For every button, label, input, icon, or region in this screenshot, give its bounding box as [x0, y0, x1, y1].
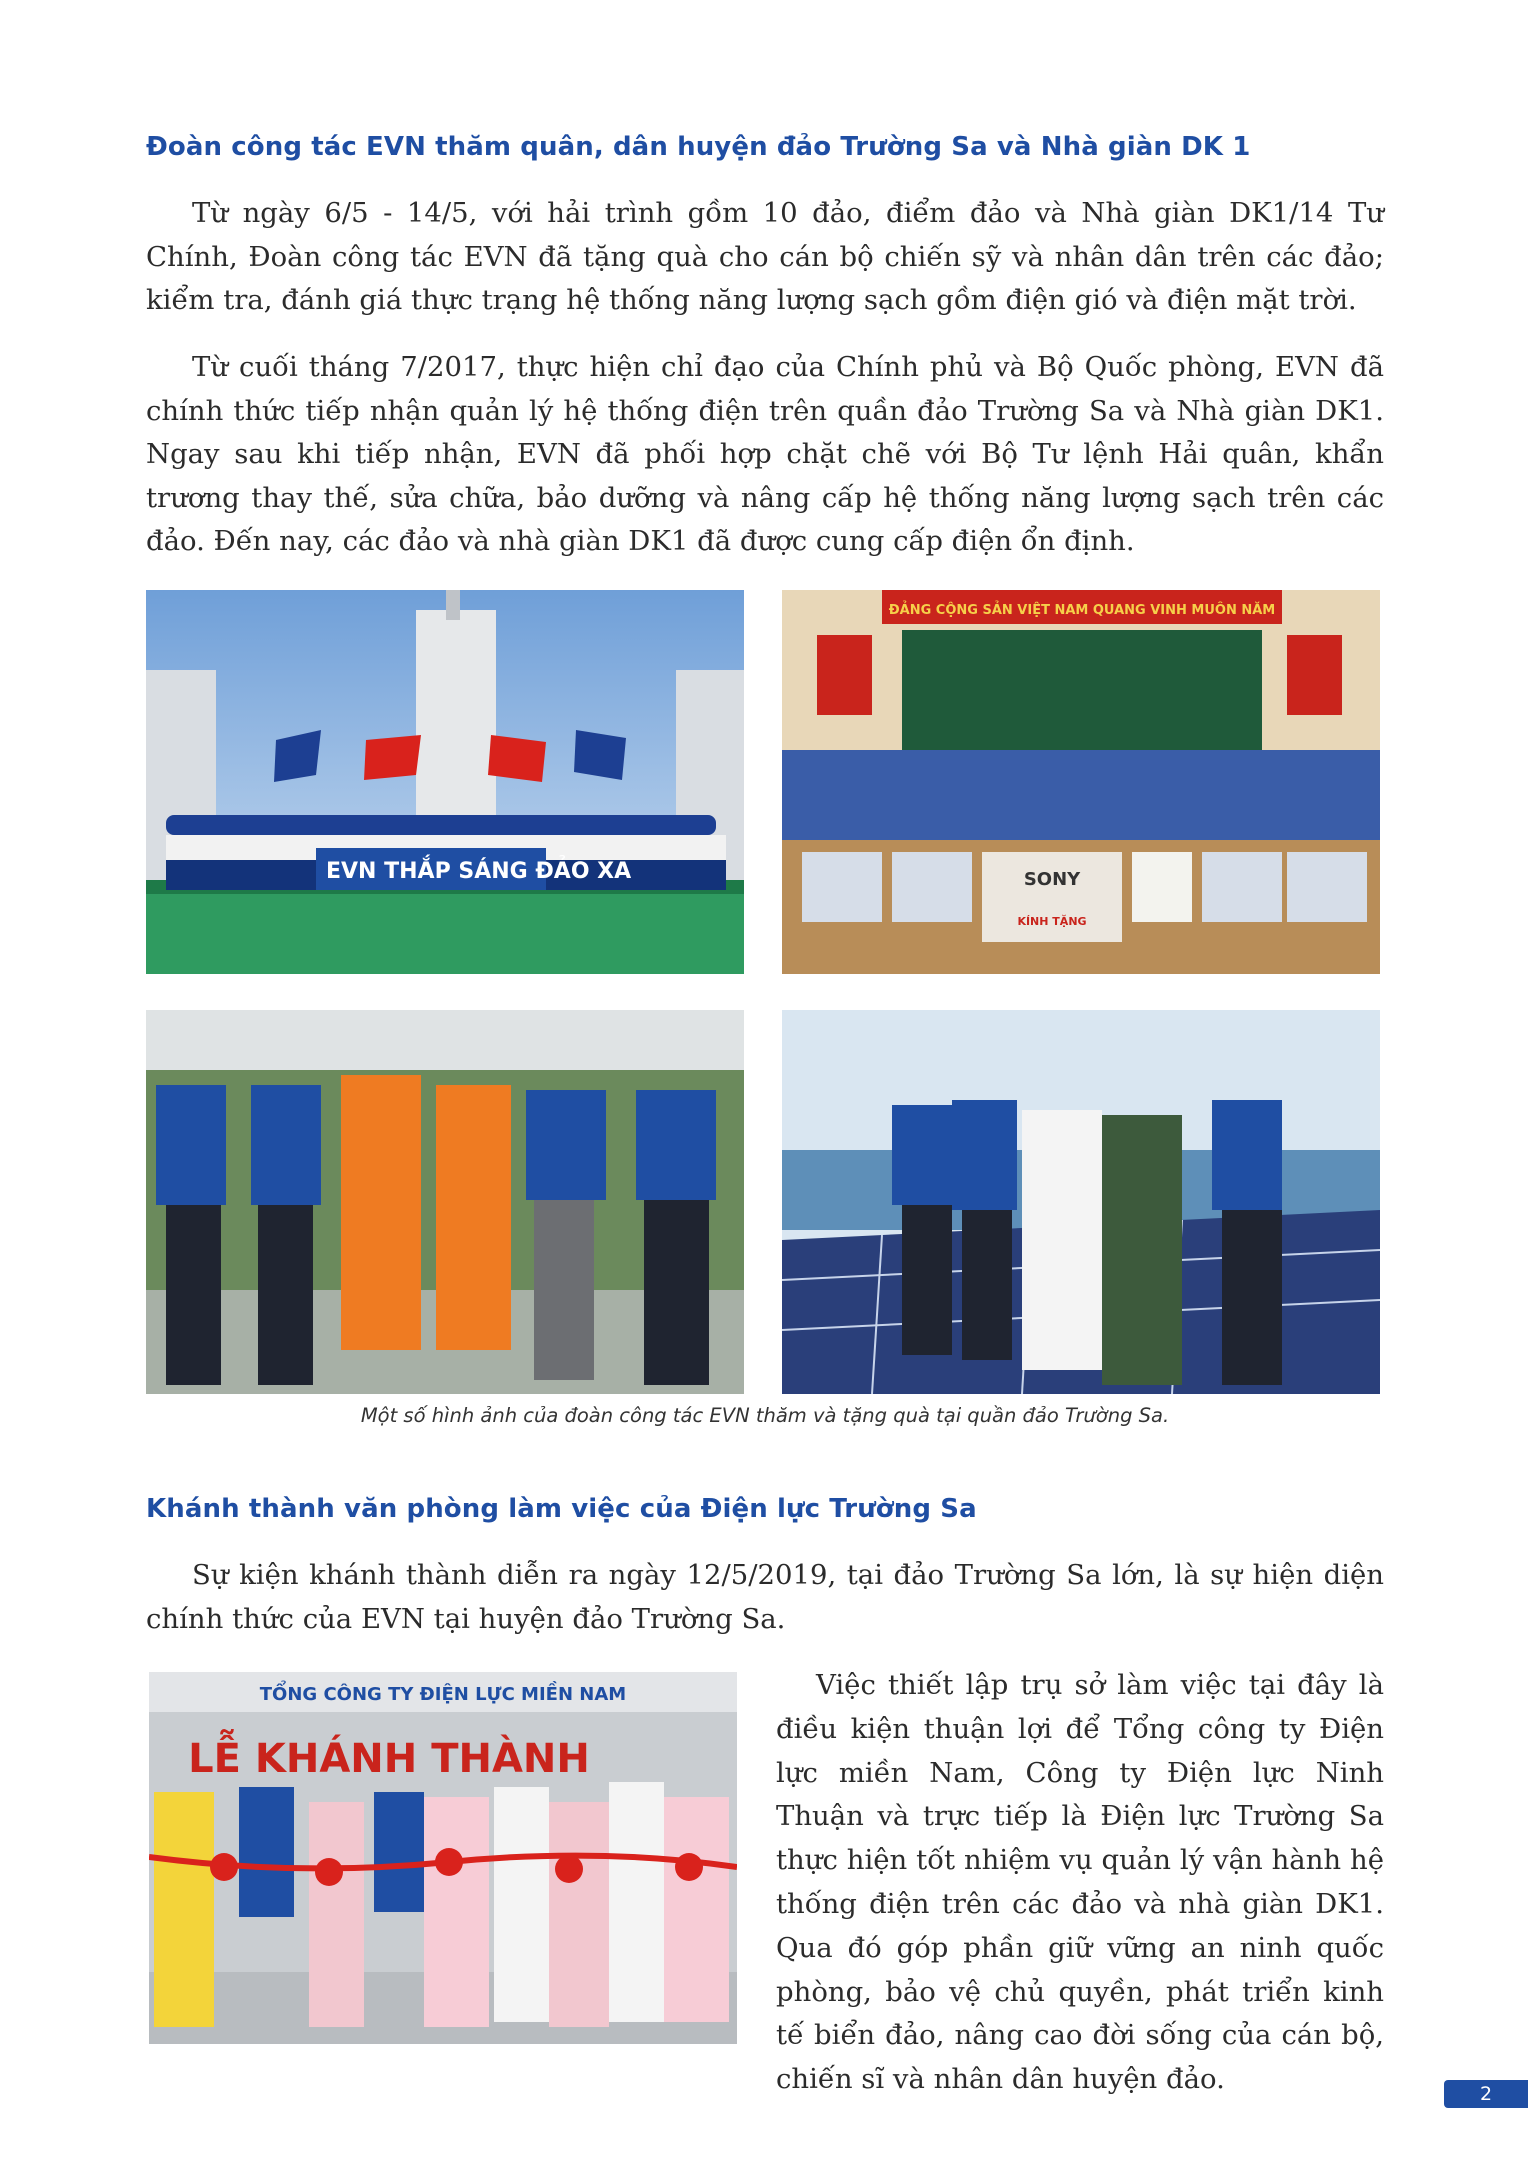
photo1-banner-text: EVN THẮP SÁNG ĐẢO XA: [326, 859, 632, 884]
photo-solar-inspection: [782, 1010, 1380, 1394]
section1-paragraph-1: Từ ngày 6/5 - 14/5, với hải trình gồm 10 đảo, điểm đảo và Nhà giàn DK1/14 Tư Chính, Đoàn công tác EVN đã tặng quà cho cán bộ chiến sỹ và nhân dân trên các đảo; kiểm tra, đánh giá thực trạng hệ thống năng lượng sạch gồm điện gió và điện mặt trời.: [146, 197, 1384, 316]
photo-gift-presentation: [782, 590, 1380, 974]
section1-heading: Đoàn công tác EVN thăm quân, dân huyện đảo Trường Sa và Nhà giàn DK 1: [146, 132, 1251, 162]
photo5-banner-top: TỔNG CÔNG TY ĐIỆN LỰC MIỀN NAM: [259, 1684, 627, 1705]
photo-crew-on-ship: [146, 590, 744, 974]
section2-paragraph-2: Việc thiết lập trụ sở làm việc tại đây là điều kiện thuận lợi để Tổng công ty Điện lực miền Nam, Công ty Điện lực Ninh Thuận và trực tiếp là Điện lực Trường Sa thực hiện tốt nhiệm vụ quản lý vận hành hệ thống điện trên các đảo và nhà giàn DK1. Qua đó góp phần giữ vững an ninh quốc phòng, bảo vệ chủ quyền, phát triển kinh tế biển đảo, nâng cao đời sống của cán bộ, chiến sĩ và nhân dân huyện đảo.: [776, 1669, 1384, 2096]
photo2-brand-text: SONY: [1023, 869, 1081, 890]
section1-paragraph-2: Từ cuối tháng 7/2017, thực hiện chỉ đạo của Chính phủ và Bộ Quốc phòng, EVN đã chính thức tiếp nhận quản lý hệ thống điện trên quần đảo Trường Sa và Nhà giàn DK1. Ngay sau khi tiếp nhận, EVN đã phối hợp chặt chẽ với Bộ Tư lệnh Hải quân, khẩn trương thay thế, sửa chữa, bảo dưỡng và nâng cấp hệ thống năng lượng sạch trên các đảo. Đến nay, các đảo và nhà giàn DK1 đã được cung cấp điện ổn định.: [146, 351, 1384, 557]
photo-ribbon-cutting: [149, 1672, 737, 2044]
photo-workers-gift: [146, 1010, 744, 1394]
photo2-gift-label: KÍNH TẶNG: [1017, 915, 1087, 928]
photo-caption: Một số hình ảnh của đoàn công tác EVN thăm và tặng quà tại quần đảo Trường Sa.: [360, 1404, 1170, 1427]
section2-paragraph-1: Sự kiện khánh thành diễn ra ngày 12/5/2019, tại đảo Trường Sa lớn, là sự hiện diện chính thức của EVN tại huyện đảo Trường Sa.: [146, 1559, 1384, 1635]
section2-heading: Khánh thành văn phòng làm việc của Điện lực Trường Sa: [146, 1494, 977, 1524]
photo2-banner-text: ĐẢNG CỘNG SẢN VIỆT NAM QUANG VINH MUÔN NĂM: [888, 603, 1276, 618]
photo5-banner-main: LỄ KHÁNH THÀNH: [188, 1736, 590, 1782]
page-number: 2: [1444, 2080, 1528, 2108]
